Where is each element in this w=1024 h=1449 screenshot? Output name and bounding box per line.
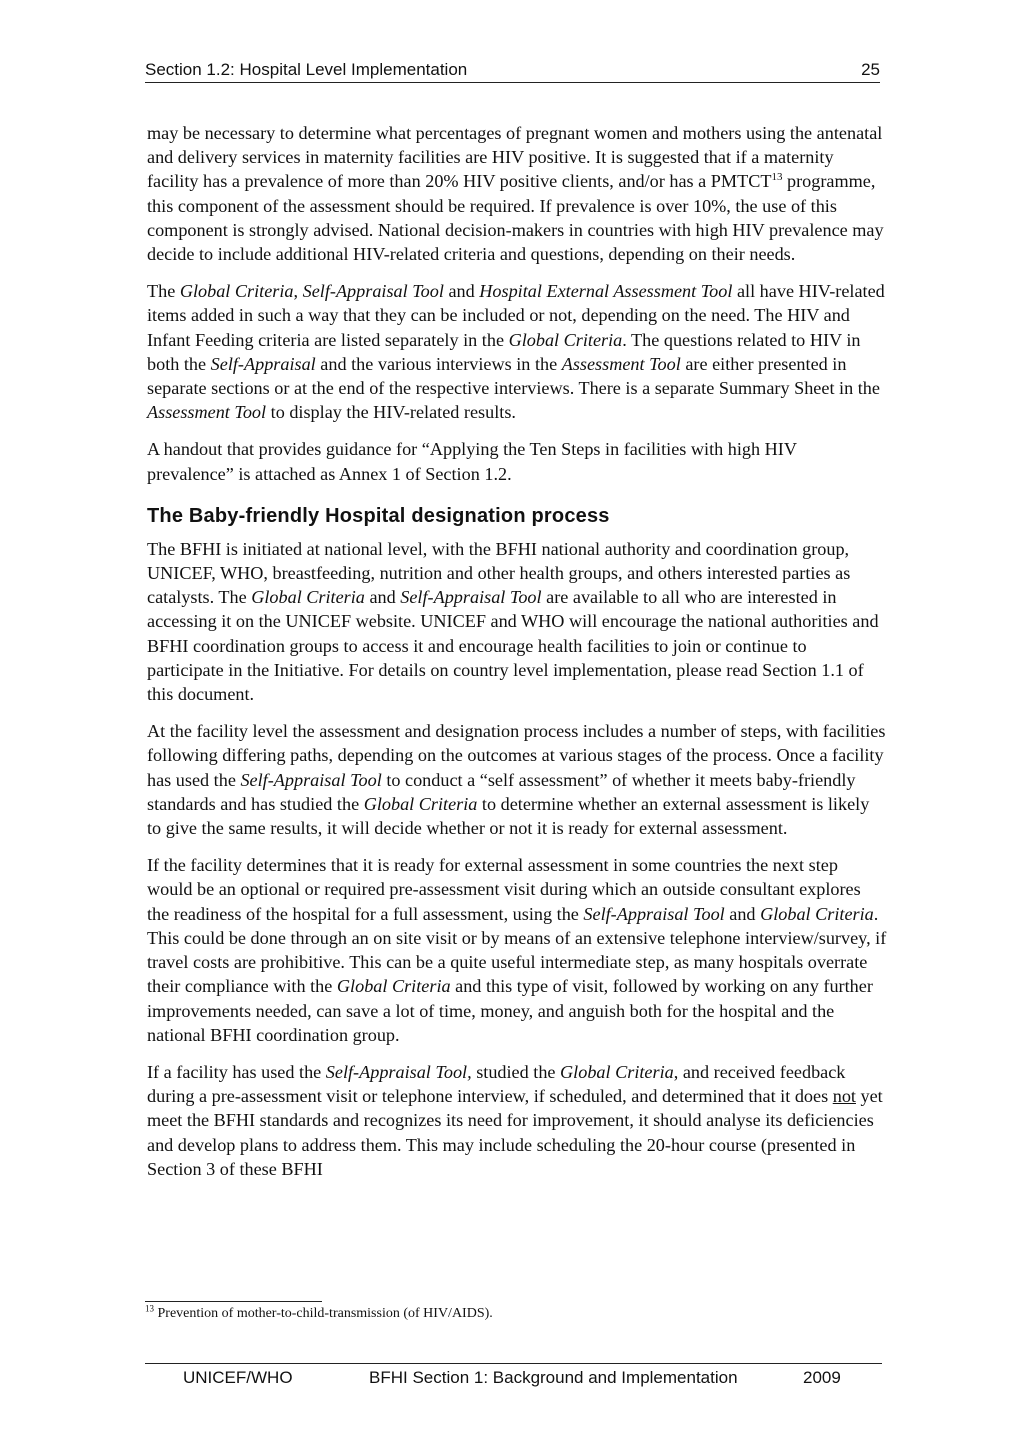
footer-left: UNICEF/WHO xyxy=(183,1368,293,1387)
footnote-number: 13 xyxy=(145,1303,154,1314)
paragraph-pre-assessment: If the facility determines that it is ready for external assessment in some countries the next step would be an optional or required pre-assessment visit during which an outside consultant explores the readiness of the hospital for a full assessment, using the Self-Appraisal Tool and Global Criteria. This could be done through an on site visit or by means of an extensive telephone interview/survey, if travel costs are prohibitive. This can be a quite useful intermediate step, as many hospitals overrate their compliance with the Global Criteria and this type of visit, followed by working on any further improvements needed, can save a lot of time, money, and anguish both for the hospital and the national BFHI coordination group. xyxy=(147,855,887,1045)
footnote-ref-13[interactable]: 13 xyxy=(771,171,783,184)
paragraph-facility-level: At the facility level the assessment and designation process includes a number of steps, with facilities following differing paths, depending on the outcomes at various stages of the process. Once a facility has used the Self-Appraisal Tool to conduct a “self assessment” of whether it meets baby-friendly standards and has studied the Global Criteria to determine whether an external assessment is likely to give the same results, it will decide whether or not it is ready for external assessment. xyxy=(147,721,886,839)
footnote-divider xyxy=(145,1301,322,1302)
footer-center: BFHI Section 1: Background and Implementation xyxy=(369,1368,738,1387)
paragraph-hiv-prevalence: may be necessary to determine what percentages of pregnant women and mothers using the antenatal and delivery services in maternity facilities are HIV positive. It is suggested that if a maternity facility has a prevalence of more than 20% HIV positive clients, and/or has a PMTCT$^{13}$ programme, this component of the assessment should be required. If prevalence is over 10%, the use of this component is strongly advised. National decision-makers in countries with high HIV prevalence may decide to include additional HIV-related criteria and questions, depending on their needs. xyxy=(147,123,884,265)
header-section-title: Section 1.2: Hospital Level Implementation xyxy=(145,60,468,79)
paragraph-national-level: The BFHI is initiated at national level, with the BFHI national authority and coordination group, UNICEF, WHO, breastfeeding, nutrition and other health groups, and others interested parties as catalysts. The Global Criteria and Self-Appraisal Tool are available to all who are interested in accessing it on the UNICEF website. UNICEF and WHO will encourage the national authorities and BFHI coordination groups to access it and encourage health facilities to join or continue to participate in the Initiative. For details on country level implementation, please read Section 1.1 of this document. xyxy=(147,538,879,705)
footer-right: 2009 xyxy=(803,1368,841,1387)
section-heading: The Baby-friendly Hospital designation process xyxy=(147,504,610,527)
running-header xyxy=(145,60,880,83)
paragraph-handout: A handout that provides guidance for “Applying the Ten Steps in facilities with high HIV prevalence” is attached as Annex 1 of Section 1.2. xyxy=(147,439,797,484)
body-text xyxy=(147,121,887,1194)
footnote-text: Prevention of mother-to-child-transmission (of HIV/AIDS). xyxy=(154,1306,493,1321)
footer-divider xyxy=(145,1363,882,1364)
paragraph-improvement: If a facility has used the Self-Appraisal Tool, studied the Global Criteria, and received feedback during a pre-assessment visit or telephone interview, if scheduled, and determined that it does not yet meet the BFHI standards and recognizes its need for improvement, it should analyse its deficiencies and develop plans to address them. This may include scheduling the 20-hour course (presented in Section 3 of these BFHI xyxy=(147,1061,883,1179)
page-number: 25 xyxy=(861,60,880,79)
footnote xyxy=(145,1303,885,1322)
paragraph-hiv-tools: The Global Criteria, Self-Appraisal Tool and Hospital External Assessment Tool all have HIV-related items added in such a way that they can be included or not, depending on the need. The HIV and Infant Feeding criteria are listed separately in the Global Criteria. The questions related to HIV in both the Self-Appraisal and the various interviews in the Assessment Tool are either presented in separate sections or at the end of the respective interviews. There is a separate Summary Sheet in the Assessment Tool to display the HIV-related results. xyxy=(147,281,885,423)
